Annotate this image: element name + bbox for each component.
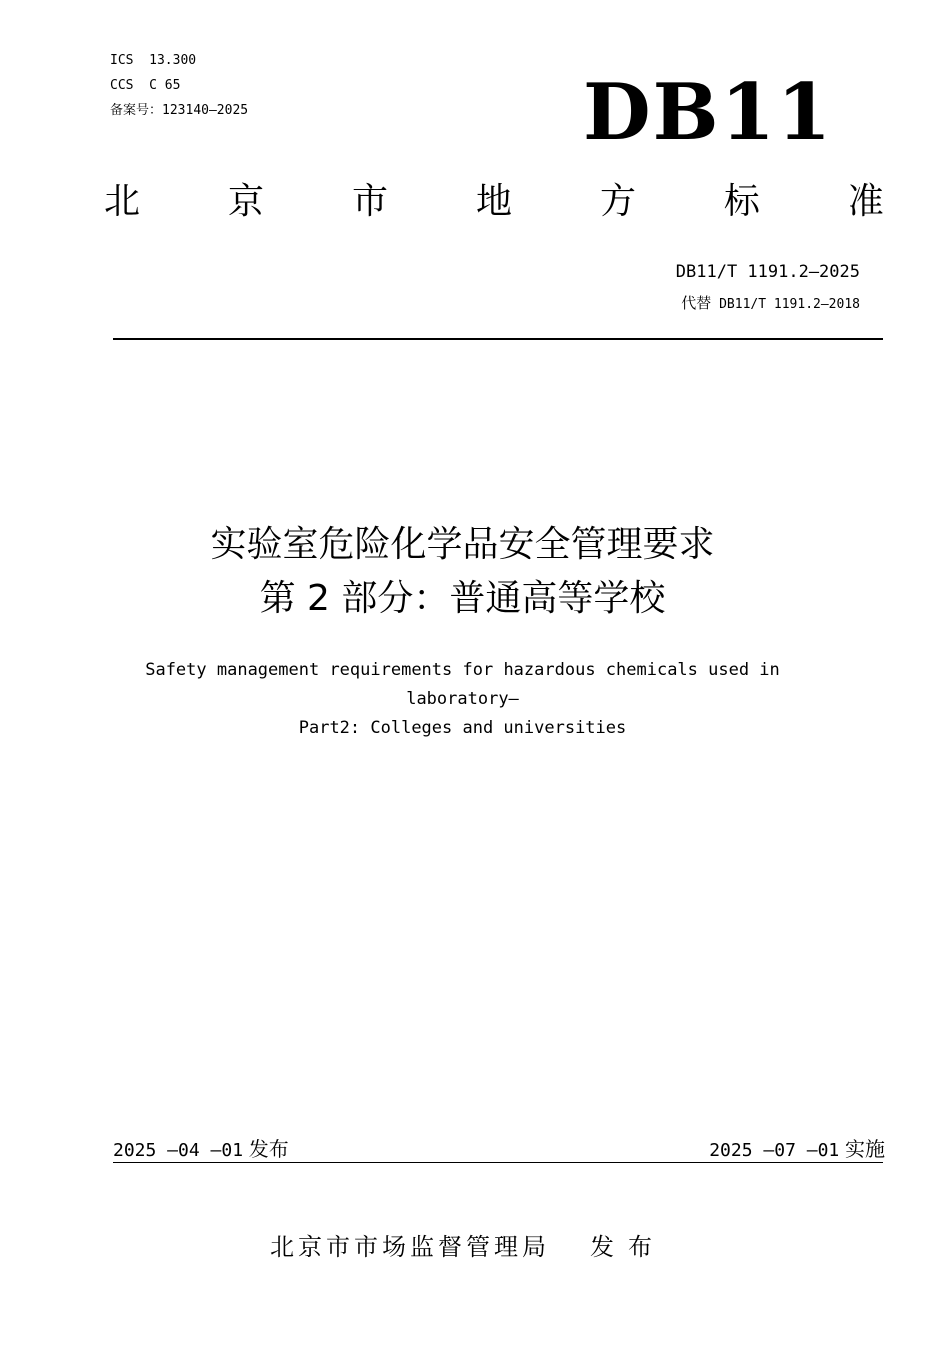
implement-label: 实施 <box>845 1137 885 1161</box>
standard-type-char: 方 <box>599 181 636 222</box>
ics-code: ICS 13.300 <box>110 53 197 68</box>
chinese-title <box>0 518 925 626</box>
standard-type-char: 准 <box>847 181 884 222</box>
standard-type-char: 市 <box>351 181 388 222</box>
publish-label: 发布 <box>248 1137 289 1161</box>
classification-codes <box>110 48 248 123</box>
implement-date-value: 2025 —07 —01 <box>709 1140 840 1161</box>
english-title-line3: Part2: Colleges and universities <box>298 718 627 738</box>
issuing-authority <box>270 1227 666 1262</box>
standard-type-char: 标 <box>723 181 760 222</box>
implement-date <box>709 1133 885 1162</box>
english-title-line1: Safety management requirements for hazardous chemicals used in <box>145 660 780 680</box>
standard-type-char: 北 <box>104 181 141 222</box>
english-title-line2: laboratory— <box>406 689 519 709</box>
chinese-title-line2: 第 2 部分：普通高等学校 <box>259 578 666 619</box>
publish-date <box>113 1133 289 1162</box>
date-row <box>113 1133 885 1162</box>
english-title <box>100 656 825 743</box>
chinese-title-line1: 实验室危险化学品安全管理要求 <box>210 524 715 565</box>
record-number <box>110 98 248 123</box>
record-value: 123140—2025 <box>162 103 249 118</box>
standard-type-char: 京 <box>227 181 264 222</box>
issuer-action: 发布 <box>590 1233 666 1261</box>
publish-date-value: 2025 —04 —01 <box>113 1140 244 1161</box>
replaces-label: 代替 <box>681 294 712 312</box>
footer-divider <box>113 1162 883 1163</box>
header-divider <box>113 338 883 340</box>
standard-type-title <box>104 181 884 222</box>
standard-type-char: 地 <box>475 181 512 222</box>
ccs-code: CCS C 65 <box>110 78 181 93</box>
issuer-name: 北京市市场监督管理局 <box>270 1233 550 1261</box>
standard-number: DB11/T 1191.2—2025 <box>675 262 860 282</box>
replaces-standard <box>681 292 860 313</box>
db11-logo: DB11 <box>583 67 834 158</box>
record-label: 备案号： <box>110 103 163 118</box>
replaces-number: DB11/T 1191.2—2018 <box>719 297 860 312</box>
